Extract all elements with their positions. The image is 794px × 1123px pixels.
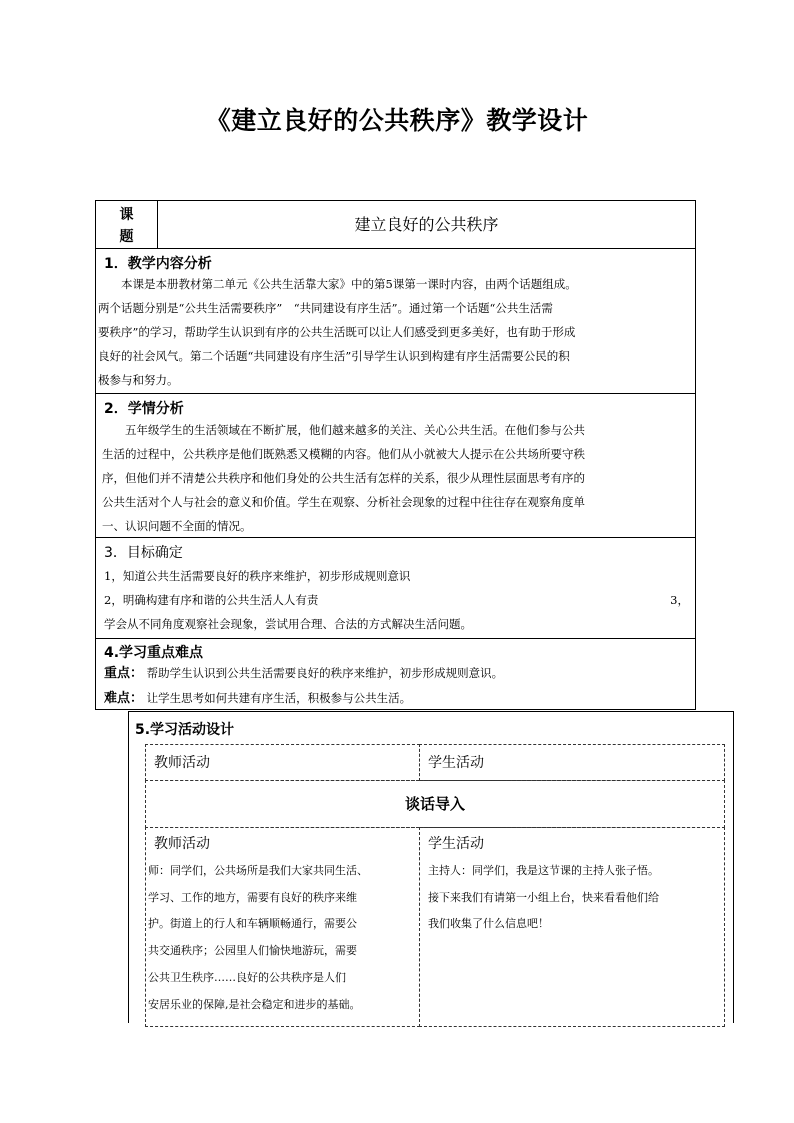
objective-2-text: 2，明确构建有序和谐的公共生活人人有责	[104, 593, 319, 607]
text-line: 公共卫生秩序……良好的公共秩序是人们	[148, 970, 346, 984]
text-line: 学习、工作的地方，需要有良好的秩序来维	[148, 890, 357, 904]
student-activity-header-2: 学生活动	[428, 836, 484, 852]
key-points-heading: 4.学习重点难点	[104, 645, 204, 661]
page-title: 《建立良好的公共秩序》教学设计	[205, 106, 589, 135]
learner-analysis-text	[102, 418, 585, 538]
objectives-heading: 3．目标确定	[104, 545, 183, 561]
key-points-text	[104, 661, 503, 711]
text-line: 良好的社会风气。第二个话题“共同建设有序生活”引导学生认识到构建有序生活需要公民的积	[98, 349, 570, 363]
teacher-activity-text	[148, 858, 368, 1018]
text-line: 我们收集了什么信息吧！	[428, 917, 549, 931]
objective-3-number: 3，	[670, 593, 689, 607]
content-analysis-heading: 1．教学内容分析	[104, 256, 212, 272]
focus-line	[104, 661, 503, 686]
key-points-section	[96, 639, 695, 709]
text-line: 护。街道上的行人和车辆顺畅通行，需要公	[148, 917, 357, 931]
activity-design-heading: 5.学习活动设计	[135, 722, 235, 738]
lesson-topic: 建立良好的公共秩序	[354, 215, 499, 234]
difficulty-label: 难点：	[104, 691, 144, 706]
teacher-activity-header-2: 教师活动	[154, 836, 210, 852]
teacher-activity-cell	[145, 827, 420, 1027]
difficulty-line	[104, 686, 503, 711]
learner-analysis-section	[96, 394, 695, 538]
stage-title: 谈话导入	[404, 795, 465, 813]
text-line: 序，但他们并不清楚公共秩序和他们身处的公共生活有怎样的关系，很少从理性层面思考有序的	[102, 471, 585, 485]
objective-3: 学会从不同角度观察社会现象，尝试用合理、合法的方式解决生活问题。	[104, 617, 472, 631]
text-line: 极参与和努力。	[98, 373, 179, 387]
text-line: 本课是本册教材第二单元《公共生活靠大家》中的第5课第一课时内容，由两个话题组成。	[98, 277, 577, 291]
learner-analysis-heading: 2．学情分析	[104, 401, 184, 417]
text-line: 生活的过程中，公共秩序是他们既熟悉又模糊的内容。他们从小就被大人提示在公共场所要守秩	[102, 447, 585, 461]
text-line: 共交通秩序；公园里人们愉快地游玩，需要	[148, 944, 357, 958]
text-line: 接下来我们有请第一小组上台，快来看看他们给	[428, 890, 659, 904]
lesson-label	[96, 201, 158, 249]
teacher-activity-header: 教师活动	[154, 755, 210, 771]
objectives-text	[104, 564, 689, 636]
lesson-label-line1: 课	[119, 207, 134, 223]
activity-design-section	[128, 711, 734, 1023]
focus-text: 帮助学生认识到公共生活需要良好的秩序来维护，初步形成规则意识。	[146, 666, 504, 680]
student-activity-cell	[419, 827, 725, 1027]
content-analysis-section	[96, 249, 695, 394]
student-activity-text	[428, 858, 659, 938]
difficulty-text: 让学生思考如何共建有序生活，积极参与公共生活。	[146, 691, 412, 705]
student-header-cell	[419, 744, 725, 781]
focus-label: 重点：	[104, 666, 144, 681]
text-line: 公共生活对个人与社会的意义和价值。学生在观察、分析社会现象的过程中往往存在观察角度单	[102, 495, 585, 509]
lesson-topic-row	[96, 201, 695, 249]
text-line: 一、认识问题不全面的情况。	[102, 519, 252, 533]
objective-2	[104, 588, 689, 612]
text-line: 五年级学生的生活领域在不断扩展，他们越来越多的关注、关心公共生活。在他们参与公共	[102, 423, 585, 437]
text-line: 两个话题分别是“公共生活需要秩序” “共同建设有序生活”。通过第一个话题“公共生活需	[98, 301, 553, 315]
content-analysis-text	[98, 272, 577, 392]
text-line: 安居乐业的保障,是社会稳定和进步的基础。	[148, 997, 361, 1011]
objectives-section	[96, 538, 695, 639]
stage-title-cell	[145, 780, 725, 828]
teacher-header-cell	[145, 744, 420, 781]
text-line: 主持人：同学们，我是这节课的主持人张子悟。	[428, 864, 659, 877]
lesson-plan-table	[95, 200, 696, 710]
text-line: 要秩序”的学习，帮助学生认识到有序的公共生活既可以让人们感受到更多美好，也有助于形成	[98, 325, 576, 339]
objective-1: 1，知道公共生活需要良好的秩序来维护，初步形成规则意识	[104, 569, 411, 583]
lesson-label-line2: 题	[119, 229, 134, 245]
text-line: 师：同学们，公共场所是我们大家共同生活、	[148, 864, 368, 877]
student-activity-header: 学生活动	[428, 755, 484, 771]
